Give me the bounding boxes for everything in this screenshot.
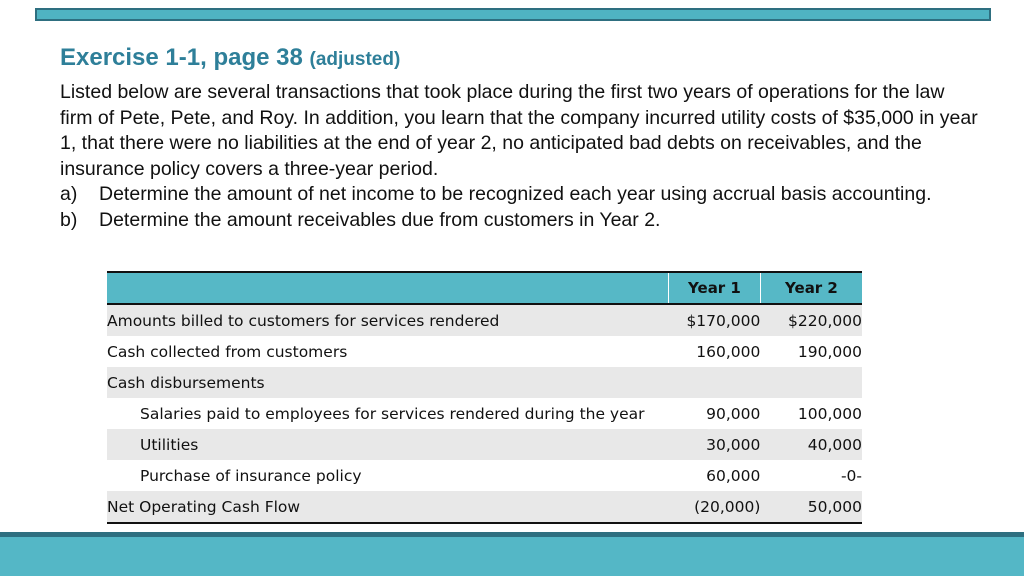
table-row: [107, 336, 862, 367]
table-row: [107, 491, 862, 523]
year-2-value: -0-: [760, 460, 862, 491]
slide-title: [60, 44, 400, 72]
table-row: [107, 429, 862, 460]
year-1-value: (20,000): [669, 491, 761, 523]
year-1-value: 160,000: [669, 336, 761, 367]
title-main: Exercise 1-1, page 38: [60, 44, 303, 71]
row-label: Utilities: [107, 429, 669, 460]
year-1-value: [669, 367, 761, 398]
year-2-value: $220,000: [760, 304, 862, 336]
year-2-value: 100,000: [760, 398, 862, 429]
header-label: [107, 272, 669, 304]
row-label: Purchase of insurance policy: [107, 460, 669, 491]
question-letter: b): [60, 208, 78, 231]
cash-flow-table: [107, 271, 862, 524]
row-label: Cash disbursements: [107, 367, 669, 398]
question-b: [60, 208, 980, 234]
row-label: Cash collected from customers: [107, 336, 669, 367]
header-year-2: Year 2: [760, 272, 862, 304]
question-letter: a): [60, 183, 78, 206]
row-label: Amounts billed to customers for services rendered: [107, 304, 669, 336]
year-1-value: 30,000: [669, 429, 761, 460]
question-a: [60, 182, 980, 208]
year-2-value: [760, 367, 862, 398]
table-header-row: [107, 272, 862, 304]
year-2-value: 190,000: [760, 336, 862, 367]
intro-paragraph: Listed below are several transactions that took place during the first two years of operations for the law firm of Pete, Pete, and Roy. In addition, you learn that the company incurred utility costs of $35,000 in year 1, that there were no liabilities at the end of year 2, no anticipated bad debts on receivables, and the insurance policy covers a three-year period.: [60, 81, 978, 180]
year-1-value: $170,000: [669, 304, 761, 336]
row-label: Net Operating Cash Flow: [107, 491, 669, 523]
exercise-text: [60, 80, 980, 234]
top-accent-bar: [35, 8, 991, 21]
bottom-accent-band: [0, 537, 1024, 576]
table-row: [107, 460, 862, 491]
title-subtitle: (adjusted): [309, 49, 401, 70]
question-text: Determine the amount of net income to be recognized each year using accrual basis accounting.: [99, 183, 932, 206]
header-year-1: Year 1: [669, 272, 761, 304]
table-row: [107, 367, 862, 398]
row-label: Salaries paid to employees for services rendered during the year: [107, 398, 669, 429]
year-1-value: 60,000: [669, 460, 761, 491]
table-row: [107, 304, 862, 336]
question-text: Determine the amount receivables due from customers in Year 2.: [99, 208, 661, 231]
table-row: [107, 398, 862, 429]
year-1-value: 90,000: [669, 398, 761, 429]
year-2-value: 50,000: [760, 491, 862, 523]
year-2-value: 40,000: [760, 429, 862, 460]
